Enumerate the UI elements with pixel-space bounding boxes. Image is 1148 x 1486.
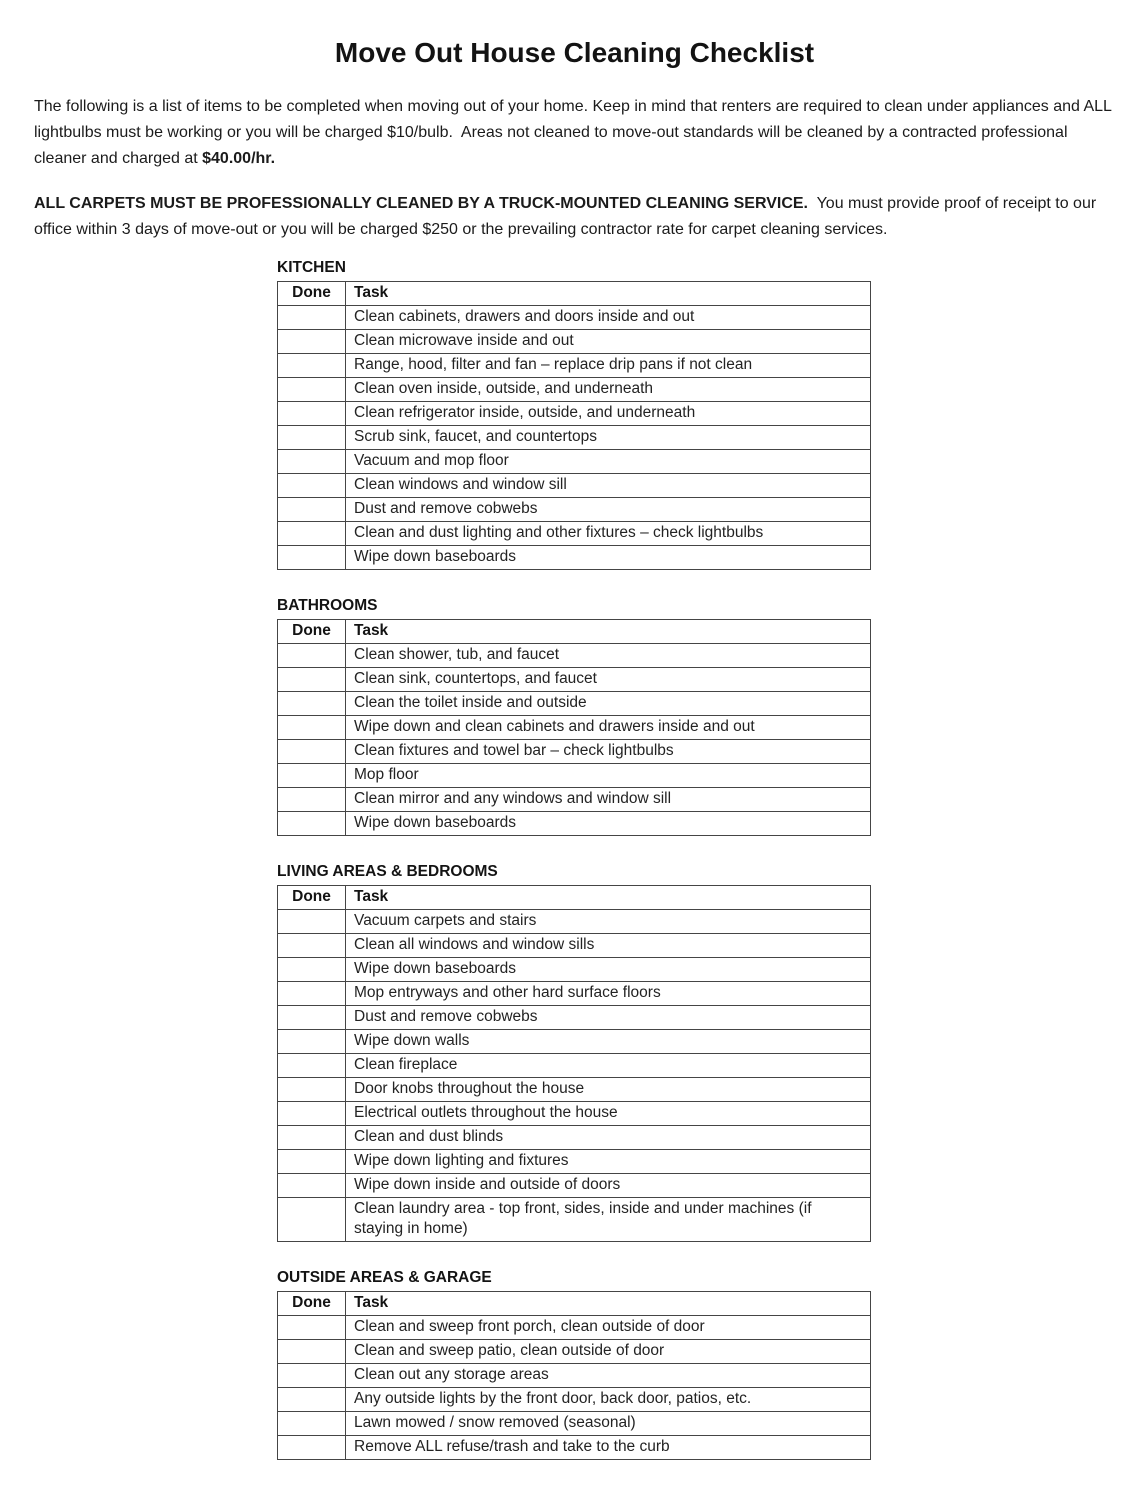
task-label: Mop entryways and other hard surface floors [346, 982, 871, 1006]
table-row [278, 330, 871, 354]
done-checkbox-cell [278, 668, 346, 692]
table-row [278, 1006, 871, 1030]
done-checkbox-cell [278, 522, 346, 546]
task-label: Wipe down baseboards [346, 958, 871, 982]
done-checkbox-cell [278, 354, 346, 378]
checklist-table [277, 885, 871, 1242]
table-row [278, 1412, 871, 1436]
task-rows [278, 1316, 871, 1460]
table-row [278, 450, 871, 474]
table-row [278, 982, 871, 1006]
done-checkbox-cell [278, 764, 346, 788]
done-checkbox-cell [278, 450, 346, 474]
task-rows [278, 644, 871, 836]
task-label: Clean and dust blinds [346, 1126, 871, 1150]
table-row [278, 426, 871, 450]
task-label: Wipe down and clean cabinets and drawers inside and out [346, 716, 871, 740]
table-row [278, 910, 871, 934]
table-row [278, 1174, 871, 1198]
task-column-header: Task [346, 620, 871, 644]
done-checkbox-cell [278, 474, 346, 498]
task-label: Clean and sweep patio, clean outside of door [346, 1340, 871, 1364]
done-column-header: Done [278, 886, 346, 910]
section-title: LIVING AREAS & BEDROOMS [277, 863, 498, 880]
table-row [278, 1340, 871, 1364]
task-label: Clean fireplace [346, 1054, 871, 1078]
section-title: KITCHEN [277, 259, 346, 276]
done-checkbox-cell [278, 1054, 346, 1078]
task-label: Clean laundry area - top front, sides, inside and under machines (if staying in home) [346, 1198, 871, 1242]
table-row [278, 378, 871, 402]
table-row [278, 1316, 871, 1340]
table-row [278, 692, 871, 716]
done-checkbox-cell [278, 1436, 346, 1460]
table-row [278, 788, 871, 812]
task-label: Dust and remove cobwebs [346, 1006, 871, 1030]
intro-text: The following is a list of items to be completed when moving out of your home. Keep in mind that renters are required to clean under appliances and ALL lightbulbs must be working or you will be charged $10/bulb. Areas not cleaned to move-out standards will be cleaned by a contracted professional cleaner and charged at [34, 98, 1116, 167]
table-row [278, 1126, 871, 1150]
task-column-header: Task [346, 886, 871, 910]
table-header-row [278, 886, 871, 910]
done-checkbox-cell [278, 644, 346, 668]
table-row [278, 474, 871, 498]
done-checkbox-cell [278, 1340, 346, 1364]
table-row [278, 1198, 871, 1242]
table-header-row [278, 620, 871, 644]
table-row [278, 934, 871, 958]
checklist-section [277, 596, 871, 836]
table-row [278, 306, 871, 330]
done-checkbox-cell [278, 788, 346, 812]
table-row [278, 1030, 871, 1054]
carpet-notice-bold: ALL CARPETS MUST BE PROFESSIONALLY CLEANED BY A TRUCK-MOUNTED CLEANING SERVICE. [34, 195, 808, 212]
task-label: Vacuum carpets and stairs [346, 910, 871, 934]
section-title: OUTSIDE AREAS & GARAGE [277, 1269, 492, 1286]
done-checkbox-cell [278, 498, 346, 522]
table-row [278, 1436, 871, 1460]
task-label: Clean shower, tub, and faucet [346, 644, 871, 668]
table-row [278, 498, 871, 522]
table-row [278, 1102, 871, 1126]
checklist-section [277, 1268, 871, 1460]
task-label: Mop floor [346, 764, 871, 788]
table-row [278, 522, 871, 546]
task-label: Clean oven inside, outside, and underneath [346, 378, 871, 402]
intro-bold-rate: $40.00/hr. [202, 150, 276, 167]
task-column-header: Task [346, 282, 871, 306]
done-checkbox-cell [278, 910, 346, 934]
carpet-notice-text: You must provide proof of receipt to our office within 3 days of move-out or you will be charged $250 or the prevailing contractor rate for carpet cleaning services. [34, 195, 1101, 238]
table-row [278, 1150, 871, 1174]
task-column-header: Task [346, 1292, 871, 1316]
done-checkbox-cell [278, 1174, 346, 1198]
done-checkbox-cell [278, 402, 346, 426]
table-row [278, 1078, 871, 1102]
done-column-header: Done [278, 282, 346, 306]
task-label: Clean all windows and window sills [346, 934, 871, 958]
done-checkbox-cell [278, 934, 346, 958]
table-row [278, 546, 871, 570]
checklist-section [277, 258, 871, 570]
done-checkbox-cell [278, 1364, 346, 1388]
done-checkbox-cell [278, 378, 346, 402]
task-label: Wipe down baseboards [346, 812, 871, 836]
table-row [278, 740, 871, 764]
table-row [278, 812, 871, 836]
task-label: Wipe down walls [346, 1030, 871, 1054]
done-checkbox-cell [278, 1150, 346, 1174]
done-column-header: Done [278, 1292, 346, 1316]
task-label: Wipe down inside and outside of doors [346, 1174, 871, 1198]
table-row [278, 354, 871, 378]
task-label: Any outside lights by the front door, back door, patios, etc. [346, 1388, 871, 1412]
done-checkbox-cell [278, 1198, 346, 1242]
table-row [278, 1054, 871, 1078]
table-row [278, 958, 871, 982]
task-label: Wipe down lighting and fixtures [346, 1150, 871, 1174]
table-row [278, 764, 871, 788]
task-label: Range, hood, filter and fan – replace drip pans if not clean [346, 354, 871, 378]
done-checkbox-cell [278, 1078, 346, 1102]
checklist-section [277, 862, 871, 1242]
page-title: Move Out House Cleaning Checklist [334, 37, 815, 68]
done-checkbox-cell [278, 1412, 346, 1436]
table-header-row [278, 1292, 871, 1316]
done-checkbox-cell [278, 426, 346, 450]
done-checkbox-cell [278, 982, 346, 1006]
done-checkbox-cell [278, 958, 346, 982]
task-rows [278, 910, 871, 1242]
task-label: Clean windows and window sill [346, 474, 871, 498]
table-row [278, 1388, 871, 1412]
table-row [278, 644, 871, 668]
checklist-table [277, 281, 871, 570]
task-rows [278, 306, 871, 570]
task-label: Wipe down baseboards [346, 546, 871, 570]
intro-paragraph [34, 94, 1115, 172]
done-checkbox-cell [278, 1102, 346, 1126]
done-checkbox-cell [278, 546, 346, 570]
task-label: Vacuum and mop floor [346, 450, 871, 474]
task-label: Scrub sink, faucet, and countertops [346, 426, 871, 450]
carpet-notice-paragraph [34, 191, 1115, 243]
table-row [278, 1364, 871, 1388]
done-checkbox-cell [278, 1006, 346, 1030]
table-header-row [278, 282, 871, 306]
task-label: Clean sink, countertops, and faucet [346, 668, 871, 692]
task-label: Clean and sweep front porch, clean outside of door [346, 1316, 871, 1340]
task-label: Clean mirror and any windows and window sill [346, 788, 871, 812]
task-label: Clean microwave inside and out [346, 330, 871, 354]
table-row [278, 402, 871, 426]
task-label: Lawn mowed / snow removed (seasonal) [346, 1412, 871, 1436]
checklist-sections [277, 258, 871, 1460]
task-label: Clean the toilet inside and outside [346, 692, 871, 716]
table-row [278, 668, 871, 692]
task-label: Door knobs throughout the house [346, 1078, 871, 1102]
task-label: Clean and dust lighting and other fixtures – check lightbulbs [346, 522, 871, 546]
section-title: BATHROOMS [277, 597, 378, 614]
task-label: Remove ALL refuse/trash and take to the curb [346, 1436, 871, 1460]
done-checkbox-cell [278, 330, 346, 354]
checklist-table [277, 619, 871, 836]
task-label: Clean refrigerator inside, outside, and underneath [346, 402, 871, 426]
task-label: Clean out any storage areas [346, 1364, 871, 1388]
done-checkbox-cell [278, 692, 346, 716]
done-checkbox-cell [278, 1030, 346, 1054]
checklist-table [277, 1291, 871, 1460]
done-column-header: Done [278, 620, 346, 644]
done-checkbox-cell [278, 1316, 346, 1340]
table-row [278, 716, 871, 740]
task-label: Clean fixtures and towel bar – check lightbulbs [346, 740, 871, 764]
done-checkbox-cell [278, 1388, 346, 1412]
task-label: Dust and remove cobwebs [346, 498, 871, 522]
task-label: Electrical outlets throughout the house [346, 1102, 871, 1126]
done-checkbox-cell [278, 1126, 346, 1150]
done-checkbox-cell [278, 716, 346, 740]
done-checkbox-cell [278, 812, 346, 836]
task-label: Clean cabinets, drawers and doors inside and out [346, 306, 871, 330]
done-checkbox-cell [278, 306, 346, 330]
done-checkbox-cell [278, 740, 346, 764]
